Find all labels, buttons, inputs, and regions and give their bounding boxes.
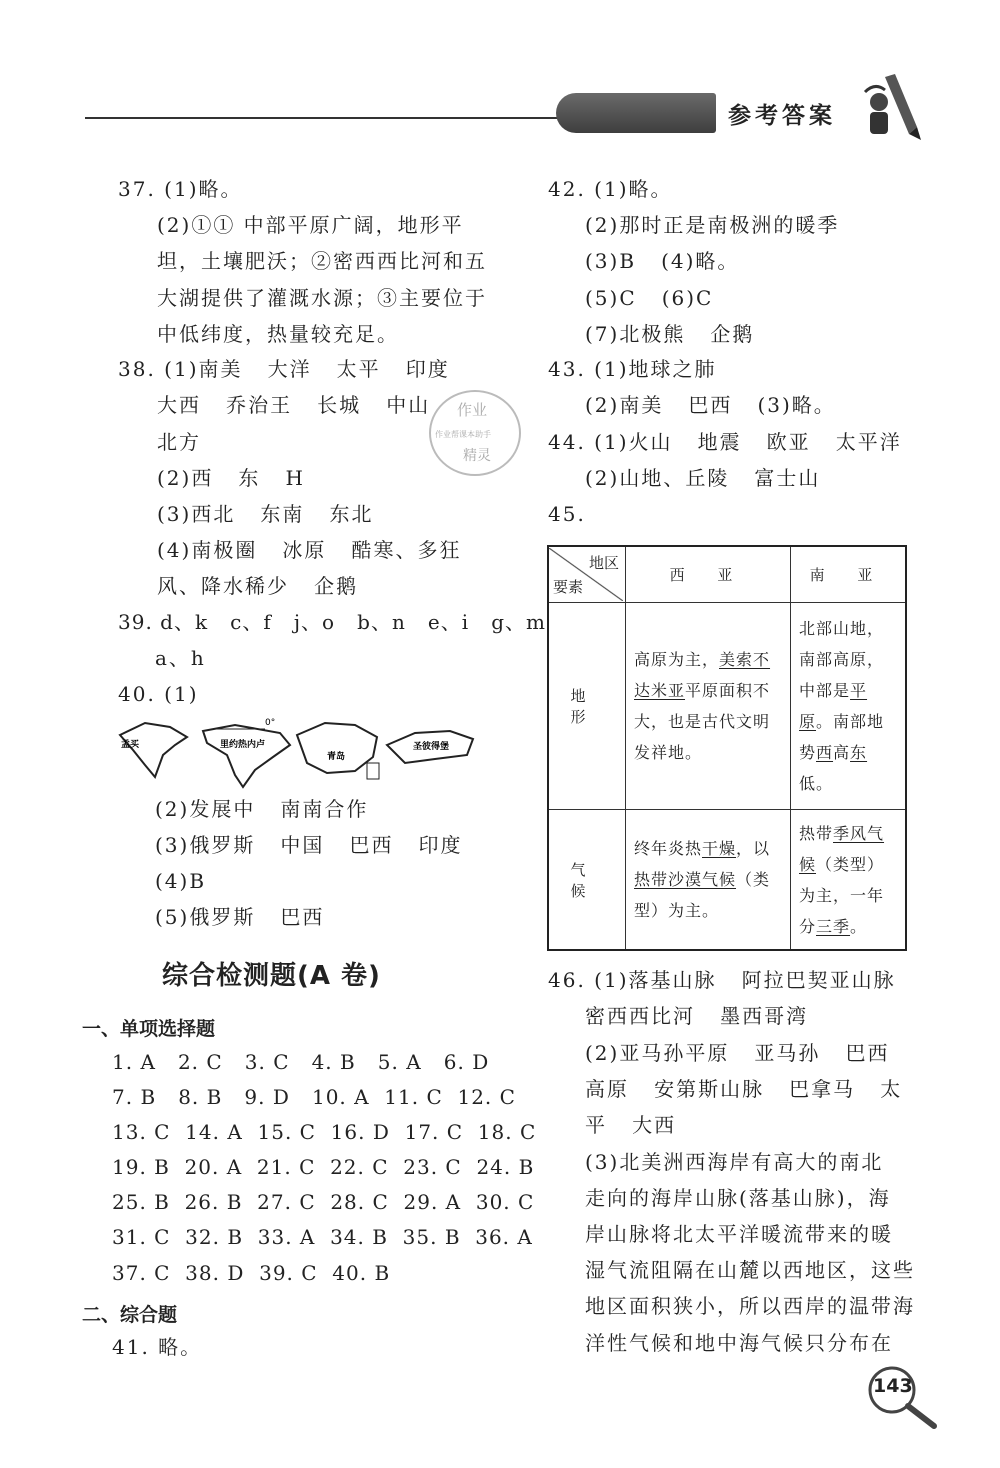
q43-line-1: 43. (1)地球之肺 <box>548 357 717 381</box>
answers-row-3: 13. C 14. A 15. C 16. D 17. C 18. C <box>112 1120 537 1144</box>
answers-row-5: 25. B 26. B 27. C 28. C 29. A 30. C <box>112 1190 535 1214</box>
stamp-text-3: 精灵 <box>463 448 491 464</box>
table-corner-cell <box>548 546 626 603</box>
q42-line-1: 42. (1)略。 <box>548 177 673 201</box>
row-header-climate: 气 候 <box>548 810 626 950</box>
q37-line-1: 37. (1)略。 <box>118 177 243 201</box>
pencil-mascot-icon <box>855 72 925 142</box>
q40-line-1: 40. (1) <box>118 682 199 706</box>
q37-line-3: 坦，土壤肥沃；②密西西比河和五 <box>157 249 487 273</box>
row-header-terrain: 地 形 <box>548 603 626 810</box>
q40-line-4: (4)B <box>155 869 207 893</box>
part2-title: 二、综合题 <box>82 1304 178 1326</box>
q45-label: 45. <box>548 502 586 526</box>
china-map-icon <box>297 723 377 773</box>
q38-line-7: 风、降水稀少 企鹅 <box>157 574 359 598</box>
header-rule <box>85 117 565 119</box>
q46-line-8: 岸山脉将北太平洋暖流带来的暖 <box>585 1222 893 1246</box>
cell-terrain-south-asia: 北部山地，南部高原，中部是平原。南部地势西高东低。 <box>791 603 907 810</box>
stamp-text-1: 作业 <box>457 401 488 419</box>
map-label-rio: 里约热内卢 <box>220 740 266 750</box>
part1-title: 一、单项选择题 <box>82 1018 216 1040</box>
table-header-row <box>548 546 906 603</box>
answers-row-7: 37. C 38. D 39. C 40. B <box>112 1261 391 1285</box>
q41-line: 41. 略。 <box>112 1335 203 1359</box>
q46-line-1: 46. (1)落基山脉 阿拉巴契亚山脉 <box>548 968 896 992</box>
q44-line-1: 44. (1)火山 地震 欧亚 太平洋 <box>548 430 902 454</box>
watermark-stamp-icon <box>425 385 525 480</box>
q40-line-2: (2)发展中 南南合作 <box>155 797 369 821</box>
page-number: 143 <box>873 1375 913 1397</box>
q38-line-6: (4)南极圈 冰原 酷寒、多狂 <box>157 538 462 562</box>
table-row-climate <box>548 810 906 950</box>
map-label-st-petersburg: 圣彼得堡 <box>413 742 450 752</box>
answers-row-1: 1. A 2. C 3. C 4. B 5. A 6. D <box>112 1050 490 1074</box>
magnifier-icon <box>862 1362 942 1432</box>
south-america-map-icon <box>203 725 290 787</box>
q42-line-2: (2)那时正是南极洲的暖季 <box>585 213 840 237</box>
q43-line-2: (2)南美 巴西 (3)略。 <box>585 393 836 417</box>
q46-line-3: (2)亚马孙平原 亚马孙 巴西 <box>585 1041 890 1065</box>
q46-line-11: 洋性气候和地中海气候只分布在 <box>585 1331 893 1355</box>
corner-top-label: 地区 <box>588 554 619 572</box>
q40-line-5: (5)俄罗斯 巴西 <box>155 905 325 929</box>
q39-line-2: a、h <box>155 646 206 670</box>
stamp-text-2: 作业帮课本助手 <box>435 430 491 439</box>
q37-line-5: 中低纬度，热量较充足。 <box>157 322 399 346</box>
answers-row-2: 7. B 8. B 9. D 10. A 11. C 12. C <box>112 1085 516 1109</box>
q38-line-1: 38. (1)南美 大洋 太平 印度 <box>118 357 450 381</box>
q39-line-1: 39. d、k c、f j、o b、n e、i g、m <box>118 610 546 634</box>
region-comparison-table <box>547 545 907 951</box>
q37-line-2: (2)①① 中部平原广阔，地形平 <box>157 213 464 237</box>
cell-climate-south-asia: 热带季风气候（类型）为主，一年分三季。 <box>791 810 907 950</box>
map-label-equator: 0° <box>265 718 276 728</box>
india-map-icon <box>120 723 187 777</box>
q44-line-2: (2)山地、丘陵 富士山 <box>585 466 821 490</box>
corner-bottom-label: 要素 <box>553 578 584 596</box>
section-title: 综合检测题(A 卷) <box>162 961 381 991</box>
city-maps-figure <box>115 715 475 790</box>
q38-line-4: (2)西 东 H <box>157 466 305 490</box>
q46-line-10: 地区面积狭小，所以西岸的温带海 <box>585 1294 915 1318</box>
q38-line-3: 北方 <box>157 430 201 454</box>
q42-line-4: (5)C (6)C <box>585 286 714 310</box>
map-label-qingdao: 青岛 <box>327 752 346 762</box>
q42-line-3: (3)B (4)略。 <box>585 249 740 273</box>
map-label-mumbai: 孟买 <box>121 740 140 750</box>
q40-line-3: (3)俄罗斯 中国 巴西 印度 <box>155 833 463 857</box>
q38-line-5: (3)西北 东南 东北 <box>157 502 374 526</box>
q46-line-7: 走向的海岸山脉(落基山脉)，海 <box>585 1186 891 1210</box>
col-header-south-asia: 南 亚 <box>791 546 907 603</box>
header-tab <box>556 93 716 133</box>
q38-line-2: 大西 乔治王 长城 中山 <box>157 393 431 417</box>
q46-line-9: 湿气流阻隔在山麓以西地区，这些 <box>585 1258 915 1282</box>
answers-row-4: 19. B 20. A 21. C 22. C 23. C 24. B <box>112 1155 535 1179</box>
q37-line-4: 大湖提供了灌溉水源；③主要位于 <box>157 286 487 310</box>
table-row-terrain <box>548 603 906 810</box>
header-title: 参考答案 <box>728 103 836 129</box>
q42-line-5: (7)北极熊 企鹅 <box>585 322 755 346</box>
q46-line-2: 密西西比河 墨西哥湾 <box>585 1004 809 1028</box>
q46-line-5: 平 大西 <box>585 1113 677 1137</box>
cell-climate-west-asia: 终年炎热干燥，以热带沙漠气候（类型）为主。 <box>626 810 791 950</box>
answers-row-6: 31. C 32. B 33. A 34. B 35. B 36. A <box>112 1225 533 1249</box>
q46-line-6: (3)北美洲西海岸有高大的南北 <box>585 1150 884 1174</box>
cell-terrain-west-asia: 高原为主，美索不达米亚平原面积不大，也是古代文明发祥地。 <box>626 603 791 810</box>
q46-line-4: 高原 安第斯山脉 巴拿马 太 <box>585 1077 903 1101</box>
col-header-west-asia: 西 亚 <box>626 546 791 603</box>
